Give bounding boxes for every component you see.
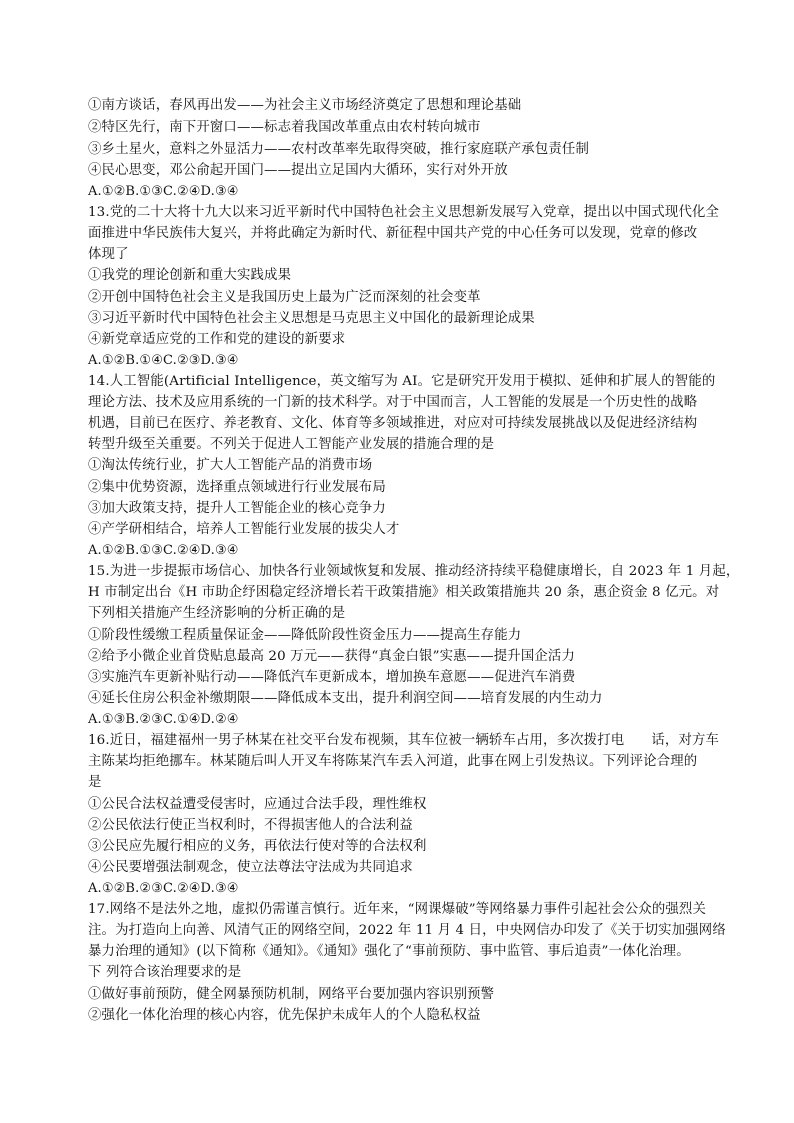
q13-option-3: ③习近平新时代中国特色社会主义思想是马克思主义中国化的最新理论成果 [88, 311, 535, 326]
q15-stem-line-3: 下列相关措施产生经济影响的分析正确的是 [88, 606, 346, 621]
q13-answer-choices: A.①②B.①④C.②③D.③④ [88, 353, 239, 368]
q15-option-4: ④延长住房公积金补缴期限——降低成本支出，提升利润空间——培育发展的内生动力 [88, 691, 603, 706]
q13-option-2: ②开创中国特色社会主义是我国历史上最为广泛而深刻的社会变革 [88, 290, 481, 305]
q16-answer-choices: A.①②B.②③C.②④D.③④ [88, 881, 239, 896]
q17-option-2: ②强化一体化治理的核心内容，优先保护未成年人的个人隐私权益 [88, 1008, 481, 1023]
q14-option-4: ④产学研相结合，培养人工智能行业发展的拔尖人才 [88, 522, 400, 537]
q15-stem-line-1: 15.为进一步提振市场信心、加快各行业领域恢复和发展、推动经济持续平稳健康增长，自 2023 年 1 月起， [88, 564, 740, 579]
q12-option-2: ②特区先行，南下开窗口——标志着我国改革重点由农村转向城市 [88, 120, 481, 135]
q12-option-3: ③乡土星火，意料之外显活力——农村改革率先取得突破，推行家庭联产承包责任制 [88, 142, 590, 157]
q15-stem-line-2: H 市制定出台《H 市助企纾困稳定经济增长若干政策措施》相关政策措施共 20 条，惠企资金 8 亿元。对 [88, 585, 720, 600]
q12-option-4: ④民心思变，邓公俞起开国门——提出立足国内大循环，实行对外开放 [88, 163, 508, 178]
q14-stem-line-1: 14.人工智能(Artificial Intelligence，英文缩写为 AI。它是研究开发用于模拟、延伸和扩展人的智能的 [88, 374, 716, 389]
q14-answer-choices: A.①②B.①③C.②④D.③④ [88, 543, 239, 558]
q17-stem-line-4: 下 列符合该治理要求的是 [88, 965, 242, 980]
q16-option-3: ③公民应先履行相应的义务，再依法行使对等的合法权利 [88, 839, 427, 854]
q13-stem-line-3: 体现了 [88, 247, 129, 262]
q14-option-1: ①淘汰传统行业，扩大人工智能产品的消费市场 [88, 458, 373, 473]
q16-stem-line-1: 16.近日，福建福州一男子林某在社交平台发布视频，其车位被一辆轿车占用，多次拨打电 话，对方车 [88, 733, 720, 748]
q15-answer-choices: A.①③B.②③C.①④D.②④ [88, 712, 239, 727]
q13-option-1: ①我党的理论创新和重大实践成果 [88, 268, 292, 283]
q13-option-4: ④新党章适应党的工作和党的建设的新要求 [88, 332, 346, 347]
q14-stem-line-4: 转型升级至关重要。不列关于促进人工智能产业发展的措施合理的是 [88, 437, 495, 452]
q17-option-1: ①做好事前预防，健全网暴预防机制，网络平台要加强内容识别预警 [88, 987, 495, 1002]
q12-option-1: ①南方谈话，春风再出发——为社会主义市场经济奠定了思想和理论基础 [88, 98, 522, 113]
q15-option-3: ③实施汽车更新补贴行动——降低汽车更新成本，增加换车意愿——促进汽车消费 [88, 670, 576, 685]
q15-option-1: ①阶段性缓缴工程质量保证金——降低阶段性资金压力——提高生存能力 [88, 628, 522, 643]
q17-stem-line-1: 17.网络不是法外之地，虚拟仍需谨言慎行。近年来，“网课爆破”等网络暴力事件引起社会公众的强烈关 [88, 902, 706, 917]
q13-stem-line-1: 13.党的二十大将十九大以来习近平新时代中国特色社会主义思想新发展写入党章，提出以中国式现代化全 [88, 205, 720, 220]
q14-option-3: ③加大政策支持，提升人工智能企业的核心竞争力 [88, 501, 386, 516]
q13-stem-line-2: 面推进中华民族伟大复兴，并将此确定为新时代、新征程中国共产党的中心任务可以发现，党章的修改 [88, 226, 698, 241]
q16-stem-line-2: 主陈某均拒绝挪车。林某随后叫人开叉车将陈某汽车丢入河道，此事在网上引发热议。下列评论合理的 [88, 754, 698, 769]
q14-stem-line-2: 理论方法、技术及应用系统的一门新的技术科学。对于中国而言，人工智能的发展是一个历史性的战略 [88, 395, 698, 410]
q16-option-4: ④公民要增强法制观念，使立法尊法守法成为共同追求 [88, 860, 413, 875]
q14-stem-line-3: 机遇，目前已在医疗、养老教育、文化、体育等多领域推进，对应对可持续发展挑战以及促进经济结构 [88, 416, 698, 431]
q17-stem-line-2: 注。为打造向上向善、风清气正的网络空间，2022 年 11 月 4 日，中央网信办印发了《关于切实加强网络 [88, 923, 726, 938]
q16-stem-line-3: 是 [88, 775, 102, 790]
q14-option-2: ②集中优势资源，选择重点领域进行行业发展布局 [88, 480, 386, 495]
q16-option-1: ①公民合法权益遭受侵害时，应通过合法手段，理性维权 [88, 797, 427, 812]
q15-option-2: ②给予小微企业首贷贴息最高 20 万元——获得“真金白银”实惠——提升国企活力 [88, 649, 575, 664]
q16-option-2: ②公民依法行使正当权利时，不得损害他人的合法利益 [88, 818, 413, 833]
q17-stem-line-3: 暴力治理的通知》(以下简称《通知》。《通知》强化了“事前预防、事中监管、事后追责”一体化治理。 [88, 944, 690, 959]
q12-answer-choices: A.①②B.①③C.②④D.③④ [88, 184, 239, 199]
